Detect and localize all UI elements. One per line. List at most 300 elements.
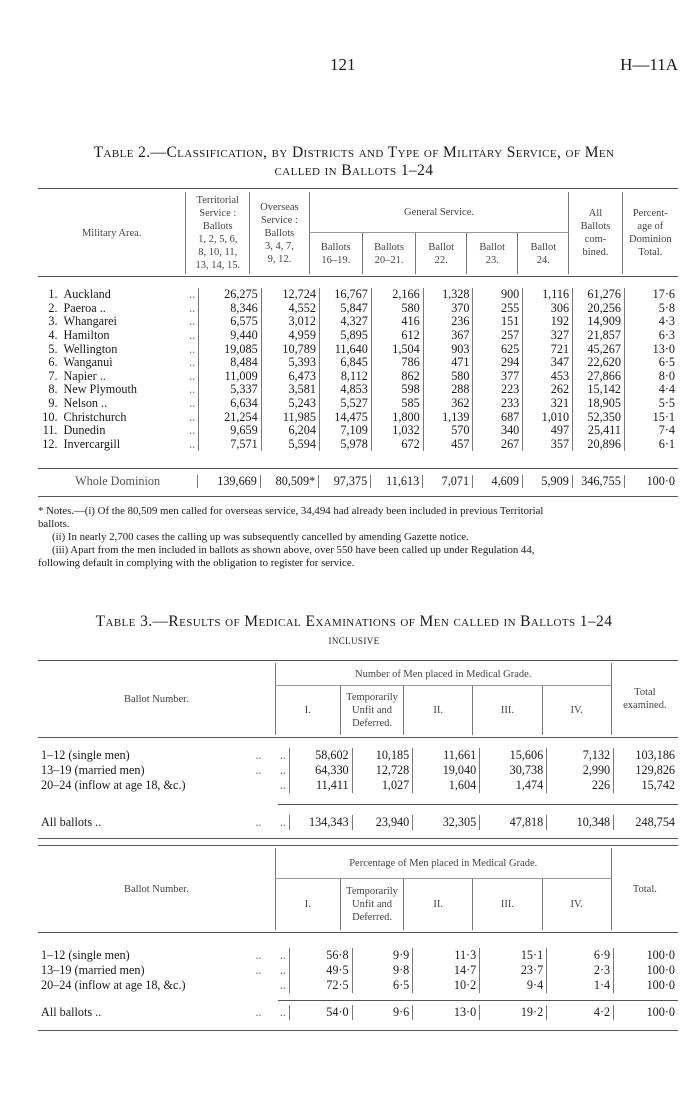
leader-dots: .. [189, 423, 196, 438]
value-cell: 255 [473, 302, 523, 316]
value-cell: 367 [423, 329, 473, 343]
row-label: Dunedin [63, 423, 106, 438]
value-cell: 7,132 [547, 748, 614, 763]
value-cell: 15,606 [480, 748, 547, 763]
note-line: following default in complying with the obligation to register for service. [38, 557, 355, 569]
value-cell: 14,909 [573, 315, 625, 329]
value-cell: 4,327 [319, 315, 371, 329]
value-cell: 139,669 [198, 475, 261, 488]
header-ballot-number: Ballot Number. [123, 693, 189, 705]
leader-dots: .. .. [255, 748, 286, 762]
leader-dots: .. [189, 368, 196, 383]
value-cell: 100·0 [614, 948, 678, 963]
table-row [38, 963, 678, 978]
value-cell: 11,009 [199, 370, 261, 384]
value-cell: 306 [523, 302, 573, 316]
value-cell: 11,661 [413, 748, 480, 763]
row-label: All ballots .. [41, 815, 102, 829]
leader-dots: .. [189, 382, 196, 397]
note-line: (ii) In nearly 2,700 cases the calling up was subsequently cancelled by amending Gazette notice. [52, 531, 469, 543]
value-cell: 7,571 [199, 438, 261, 452]
value-cell: 625 [473, 342, 523, 356]
row-label: All ballots .. [41, 1005, 102, 1019]
leader-dots: .. [189, 341, 196, 356]
value-cell: 30,738 [480, 763, 547, 778]
value-cell: 54·0 [289, 1005, 352, 1020]
header-ballot-23 [467, 233, 518, 275]
value-cell: 5,594 [261, 438, 319, 452]
row-number: 5. [48, 341, 58, 356]
leader-dots: .. .. [255, 963, 286, 977]
value-cell: 1,800 [371, 410, 423, 424]
leader-dots: .. [189, 328, 196, 343]
table-row [38, 397, 678, 411]
value-cell: 2,166 [371, 288, 423, 302]
value-cell: 5,978 [319, 438, 371, 452]
value-cell: 8,112 [319, 370, 371, 384]
row-number: 7. [48, 368, 58, 383]
value-cell: 580 [423, 370, 473, 384]
value-cell: 5·5 [624, 397, 678, 411]
table-row [38, 288, 678, 302]
hd-line: Ballots [264, 227, 295, 239]
table-row [38, 1005, 678, 1020]
value-cell: 416 [371, 315, 423, 329]
value-cell: 267 [473, 438, 523, 452]
header-grade-iv: IV. [542, 686, 611, 736]
table2-total [38, 475, 678, 488]
value-cell: 21,857 [573, 329, 625, 343]
value-cell: 20,256 [573, 302, 625, 316]
row-label: Paeroa .. [63, 300, 106, 315]
table-row [38, 778, 678, 793]
value-cell: 1,504 [371, 342, 423, 356]
value-cell: 4·2 [547, 1005, 614, 1020]
table-row [38, 815, 678, 830]
value-cell: 45,267 [573, 342, 625, 356]
hd-line: Ballot [479, 241, 506, 253]
row-label: 1–12 (single men) [41, 748, 130, 762]
value-cell: 1,116 [523, 288, 573, 302]
value-cell: 7·4 [624, 424, 678, 438]
value-cell: 6·5 [624, 356, 678, 370]
note-line: * Notes.—(i) Of the 80,509 men called for overseas service, 34,494 had already been included in previous Territorial [38, 505, 544, 517]
value-cell: 612 [371, 329, 423, 343]
value-cell: 6·3 [624, 329, 678, 343]
table3-part1-body [38, 748, 678, 793]
hd-line: age of [637, 221, 664, 232]
value-cell: 687 [473, 410, 523, 424]
row-label: Christchurch [63, 409, 127, 424]
value-cell: 56·8 [289, 948, 352, 963]
value-cell: 457 [423, 438, 473, 452]
value-cell: 15·1 [480, 948, 547, 963]
value-cell: 580 [371, 302, 423, 316]
header-grade-ii: II. [404, 879, 473, 931]
value-cell: 370 [423, 302, 473, 316]
row-number: 2. [48, 300, 58, 315]
row-label: 1–12 (single men) [41, 948, 130, 962]
value-cell: 97,375 [319, 475, 371, 488]
row-label: 13–19 (married men) [41, 963, 145, 977]
hd-line: 9, 12. [267, 253, 292, 265]
value-cell: 21,254 [199, 410, 261, 424]
table-row [38, 748, 678, 763]
hd-line: Overseas [260, 201, 299, 213]
header-grade-iii: III. [473, 686, 542, 736]
value-cell: 340 [473, 424, 523, 438]
value-cell: 903 [423, 342, 473, 356]
value-cell: 2,990 [547, 763, 614, 778]
value-cell: 6·9 [547, 948, 614, 963]
row-label: New Plymouth [63, 382, 137, 397]
hd-line: bined. [582, 247, 609, 258]
value-cell: 100·0 [614, 978, 678, 993]
value-cell: 5,527 [319, 397, 371, 411]
value-cell: 672 [371, 438, 423, 452]
leader-dots: .. .. [255, 1005, 286, 1019]
table3-part1-header [38, 663, 678, 735]
hd-line: Dominion [629, 234, 672, 245]
table-row [38, 315, 678, 329]
value-cell: 10,789 [261, 342, 319, 356]
value-cell: 9·9 [352, 948, 413, 963]
value-cell: 7,109 [319, 424, 371, 438]
value-cell: 862 [371, 370, 423, 384]
row-label: Wellington [63, 341, 118, 356]
hd-line: Ballots [320, 241, 351, 253]
value-cell: 19,085 [199, 342, 261, 356]
value-cell: 598 [371, 383, 423, 397]
value-cell: 6,473 [261, 370, 319, 384]
value-cell: 64,330 [289, 763, 352, 778]
hd-line: 16–19. [321, 254, 351, 266]
row-label: Invercargill [63, 436, 121, 451]
table-row [38, 424, 678, 438]
value-cell: 7,071 [423, 475, 473, 488]
leader-dots: .. [189, 300, 196, 315]
row-label: Hamilton [63, 328, 110, 343]
value-cell: 585 [371, 397, 423, 411]
value-cell: 6,575 [199, 315, 261, 329]
row-number: 3. [48, 314, 58, 329]
row-number: 1. [48, 287, 58, 302]
page-number: 121 [330, 55, 356, 74]
note-line: (iii) Apart from the men included in ballots as shown above, over 550 have been called up under Regulation 44, [52, 544, 535, 556]
hd-line: Ballot [428, 241, 455, 253]
value-cell: 9,440 [199, 329, 261, 343]
hd-line: 1, 2, 5, 6, [198, 234, 238, 245]
value-cell: 19,040 [413, 763, 480, 778]
value-cell: 14,475 [319, 410, 371, 424]
row-label: Wanganui [63, 355, 113, 370]
value-cell: 5,847 [319, 302, 371, 316]
hd-line: Percent- [632, 208, 668, 219]
table2-notes [38, 505, 678, 570]
header-ballots-20-21 [362, 233, 415, 275]
value-cell: 1,328 [423, 288, 473, 302]
header-medical-grade-percentage: Percentage of Men placed in Medical Grade. [275, 848, 611, 879]
value-cell: 5,909 [522, 475, 572, 488]
value-cell: 5,243 [261, 397, 319, 411]
header-temporarily-unfit: Temporarily Unfit and Deferred. [340, 686, 403, 736]
value-cell: 5,895 [319, 329, 371, 343]
leader-dots: .. [189, 287, 196, 302]
value-cell: 15·1 [624, 410, 678, 424]
value-cell: 226 [547, 778, 614, 793]
value-cell: 4·3 [624, 315, 678, 329]
value-cell: 5,393 [261, 356, 319, 370]
table-row [38, 978, 678, 993]
value-cell: 12,728 [352, 763, 413, 778]
header-ballots-16-19 [309, 233, 362, 275]
total-row [38, 475, 678, 488]
hd-line: Service : [199, 208, 237, 219]
hd-line: 20–21. [374, 254, 404, 266]
table3-subtitle: inclusive [328, 632, 380, 647]
row-label: Nelson .. [63, 396, 108, 411]
value-cell: 721 [523, 342, 573, 356]
value-cell: 1,604 [413, 778, 480, 793]
value-cell: 8·0 [624, 370, 678, 384]
header-total: Total. [611, 848, 678, 930]
row-number: 10. [42, 409, 58, 424]
leader-dots: .. [189, 355, 196, 370]
header-grade-i: I. [275, 879, 340, 931]
row-label: Napier .. [63, 368, 106, 383]
header-general-service: General Service. [309, 192, 569, 233]
table2-header [38, 192, 678, 274]
row-label: Whangarei [63, 314, 117, 329]
value-cell: 23,940 [352, 815, 413, 830]
value-cell: 11,411 [289, 778, 352, 793]
leader-dots: .. [279, 778, 286, 792]
value-cell: 9·8 [352, 963, 413, 978]
value-cell: 10,348 [547, 815, 614, 830]
value-cell: 453 [523, 370, 573, 384]
value-cell: 1·4 [547, 978, 614, 993]
table-row [38, 948, 678, 963]
table-row [38, 342, 678, 356]
value-cell: 236 [423, 315, 473, 329]
value-cell: 11,640 [319, 342, 371, 356]
header-ballot-24 [518, 233, 569, 275]
header-total-examined: Total examined. [611, 663, 678, 735]
value-cell: 129,826 [614, 763, 678, 778]
header-grade-i: I. [275, 686, 340, 736]
table3-part2-total [38, 1005, 678, 1020]
value-cell: 327 [523, 329, 573, 343]
hd-line: Ballots [374, 241, 404, 253]
value-cell: 9·4 [480, 978, 547, 993]
hd-line: Territorial [196, 195, 239, 206]
header-grade-iii: III. [473, 879, 542, 931]
value-cell: 11,985 [261, 410, 319, 424]
value-cell: 14·7 [413, 963, 480, 978]
value-cell: 52,350 [573, 410, 625, 424]
value-cell: 347 [523, 356, 573, 370]
value-cell: 12,724 [261, 288, 319, 302]
value-cell: 15,742 [614, 778, 678, 793]
value-cell: 16,767 [319, 288, 371, 302]
value-cell: 1,032 [371, 424, 423, 438]
table-row [38, 763, 678, 778]
value-cell: 1,139 [423, 410, 473, 424]
table3-part2-body [38, 948, 678, 993]
value-cell: 8,346 [199, 302, 261, 316]
hd-line: Total. [638, 247, 663, 258]
value-cell: 223 [473, 383, 523, 397]
value-cell: 13·0 [624, 342, 678, 356]
value-cell: 6·5 [352, 978, 413, 993]
value-cell: 248,754 [614, 815, 678, 830]
table2-title: Table 2.—Classification, by Districts and Type of Military Service, of Men [93, 144, 615, 161]
value-cell: 257 [473, 329, 523, 343]
document-reference: H—11A [620, 55, 678, 74]
value-cell: 11·3 [413, 948, 480, 963]
hd-line: 8, 10, 11, [198, 247, 238, 258]
value-cell: 2·3 [547, 963, 614, 978]
value-cell: 100·0 [614, 963, 678, 978]
value-cell: 80,509* [260, 475, 318, 488]
value-cell: 6,204 [261, 424, 319, 438]
value-cell: 3,012 [261, 315, 319, 329]
value-cell: 100·0 [624, 475, 678, 488]
table2-body [38, 288, 678, 451]
header-military-area: Military Area. [81, 227, 142, 239]
table-row [38, 302, 678, 316]
row-label: Whole Dominion [75, 474, 161, 488]
value-cell: 786 [371, 356, 423, 370]
note-line: ballots. [38, 518, 70, 530]
table3-part1-total [38, 815, 678, 830]
table-row [38, 410, 678, 424]
header-grade-iv: IV. [542, 879, 611, 931]
value-cell: 9·6 [352, 1005, 413, 1020]
value-cell: 3,581 [261, 383, 319, 397]
leader-dots: .. .. [255, 948, 286, 962]
value-cell: 192 [523, 315, 573, 329]
value-cell: 4,853 [319, 383, 371, 397]
value-cell: 27,866 [573, 370, 625, 384]
hd-line: 23. [485, 254, 499, 266]
value-cell: 32,305 [413, 815, 480, 830]
value-cell: 15,142 [573, 383, 625, 397]
value-cell: 11,613 [371, 475, 423, 488]
value-cell: 321 [523, 397, 573, 411]
table-row [38, 438, 678, 452]
leader-dots: .. .. [255, 763, 286, 777]
value-cell: 288 [423, 383, 473, 397]
value-cell: 362 [423, 397, 473, 411]
row-label: 13–19 (married men) [41, 763, 145, 777]
leader-dots: .. [279, 978, 286, 992]
value-cell: 4,609 [473, 475, 523, 488]
leader-dots: .. [189, 314, 196, 329]
table3-title: Table 3.—Results of Medical Examinations of Men called in Ballots 1–24 [95, 613, 613, 630]
value-cell: 233 [473, 397, 523, 411]
row-number: 11. [42, 423, 58, 438]
value-cell: 1,474 [480, 778, 547, 793]
value-cell: 8,484 [199, 356, 261, 370]
header-ballot-number: Ballot Number. [123, 883, 189, 895]
value-cell: 9,659 [199, 424, 261, 438]
hd-line: Service : [260, 214, 298, 226]
value-cell: 570 [423, 424, 473, 438]
hd-line: 22. [434, 254, 448, 266]
value-cell: 22,620 [573, 356, 625, 370]
value-cell: 262 [523, 383, 573, 397]
value-cell: 25,411 [573, 424, 625, 438]
value-cell: 377 [473, 370, 523, 384]
hd-line: com- [584, 234, 607, 245]
value-cell: 357 [523, 438, 573, 452]
value-cell: 47,818 [480, 815, 547, 830]
value-cell: 900 [473, 288, 523, 302]
row-label: Auckland [63, 287, 111, 302]
value-cell: 19·2 [480, 1005, 547, 1020]
value-cell: 58,602 [289, 748, 352, 763]
value-cell: 5·8 [624, 302, 678, 316]
value-cell: 4·4 [624, 383, 678, 397]
table-row [38, 370, 678, 384]
value-cell: 5,337 [199, 383, 261, 397]
value-cell: 17·6 [624, 288, 678, 302]
header-all-ballots [569, 192, 622, 274]
table-row [38, 383, 678, 397]
value-cell: 18,905 [573, 397, 625, 411]
header-territorial [186, 192, 250, 274]
hd-line: All [588, 208, 603, 219]
value-cell: 6,634 [199, 397, 261, 411]
value-cell: 20,896 [573, 438, 625, 452]
row-number: 6. [48, 355, 58, 370]
value-cell: 151 [473, 315, 523, 329]
hd-line: Ballot [530, 241, 557, 253]
value-cell: 103,186 [614, 748, 678, 763]
value-cell: 13·0 [413, 1005, 480, 1020]
value-cell: 1,027 [352, 778, 413, 793]
value-cell: 1,010 [523, 410, 573, 424]
table-row [38, 356, 678, 370]
hd-line: Ballots [202, 221, 233, 232]
value-cell: 497 [523, 424, 573, 438]
hd-line: 13, 14, 15. [195, 260, 241, 271]
value-cell: 61,276 [573, 288, 625, 302]
row-number: 9. [48, 396, 58, 411]
row-label: 20–24 (inflow at age 18, &c.) [41, 778, 186, 792]
value-cell: 26,275 [199, 288, 261, 302]
header-overseas [250, 192, 310, 274]
header-temporarily-unfit: Temporarily Unfit and Deferred. [340, 879, 403, 931]
value-cell: 72·5 [289, 978, 352, 993]
row-number: 8. [48, 382, 58, 397]
value-cell: 10,185 [352, 748, 413, 763]
hd-line: Ballots [580, 221, 611, 232]
hd-line: 24. [536, 254, 550, 266]
value-cell: 23·7 [480, 963, 547, 978]
header-ballot-22 [416, 233, 467, 275]
value-cell: 10·2 [413, 978, 480, 993]
value-cell: 100·0 [614, 1005, 678, 1020]
leader-dots: .. [189, 396, 196, 411]
row-number: 12. [42, 436, 58, 451]
row-label: 20–24 (inflow at age 18, &c.) [41, 978, 186, 992]
value-cell: 4,959 [261, 329, 319, 343]
header-percentage [622, 192, 678, 274]
table3-part2-header [38, 848, 678, 930]
value-cell: 294 [473, 356, 523, 370]
